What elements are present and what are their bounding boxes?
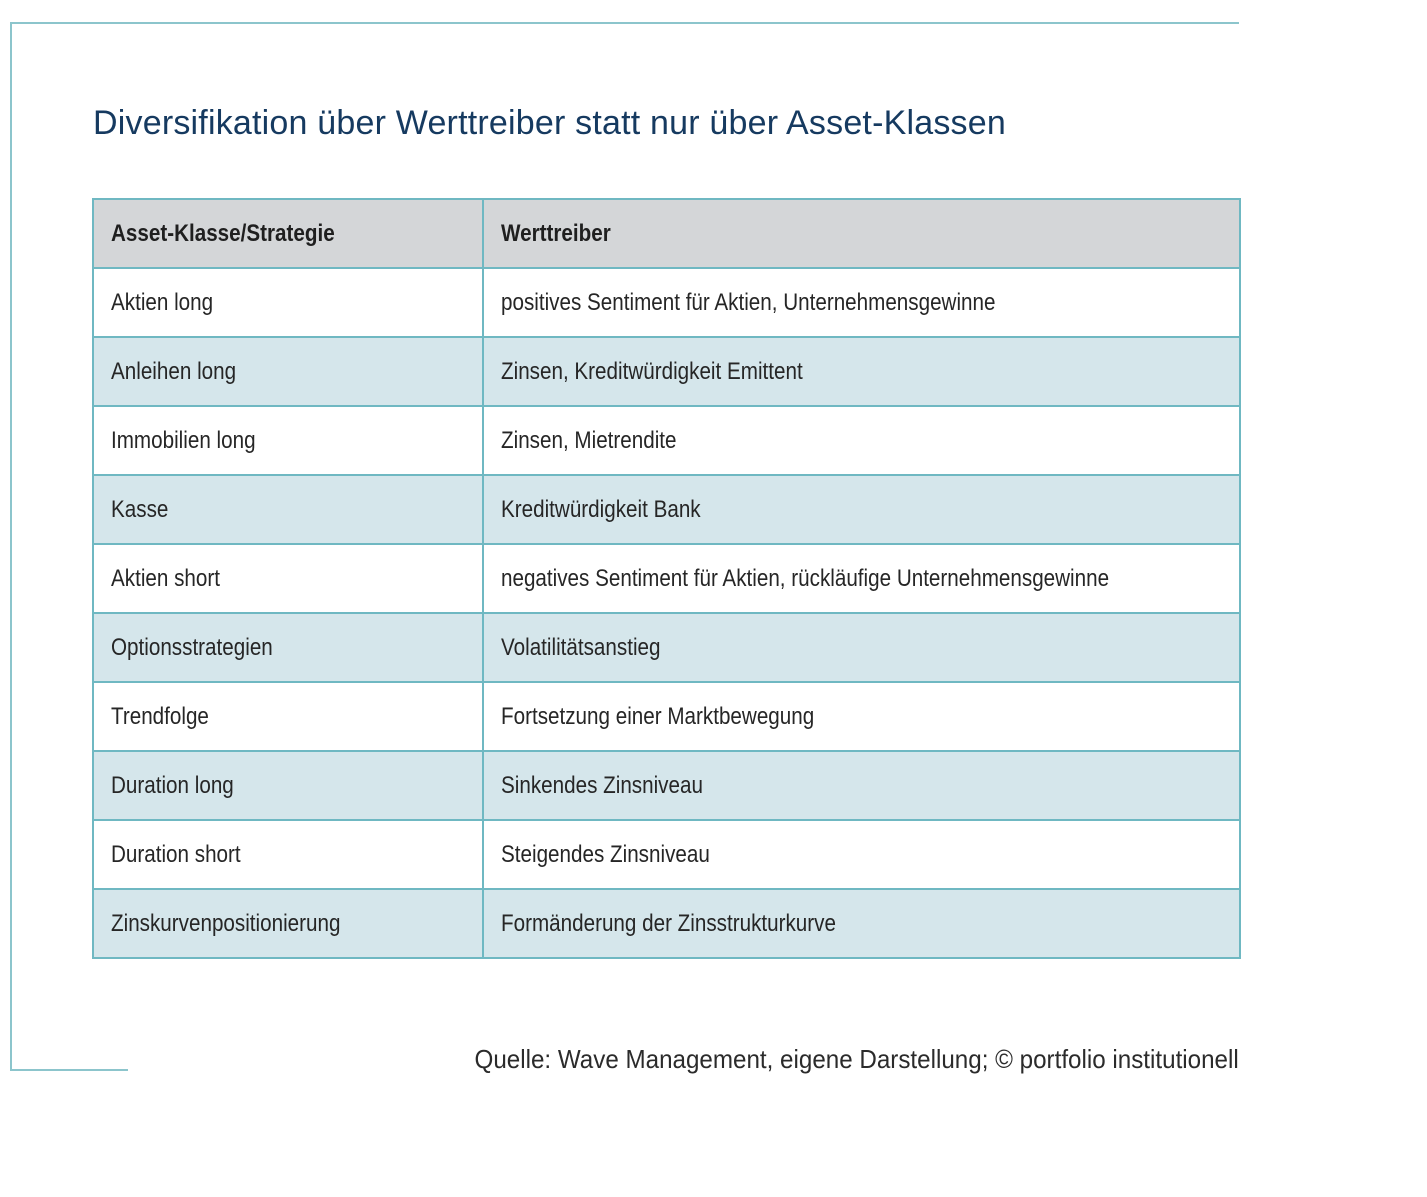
value-driver-cell: Sinkendes Zinsniveau bbox=[483, 751, 1240, 820]
asset-class-cell: Kasse bbox=[93, 475, 483, 544]
table-row bbox=[93, 544, 1240, 613]
value-driver-cell: Zinsen, Mietrendite bbox=[483, 406, 1240, 475]
asset-class-cell: Duration long bbox=[93, 751, 483, 820]
table-row bbox=[93, 475, 1240, 544]
value-driver-cell: Formänderung der Zinsstrukturkurve bbox=[483, 889, 1240, 958]
value-driver-cell: Kreditwürdigkeit Bank bbox=[483, 475, 1240, 544]
value-driver-cell: Volatilitätsanstieg bbox=[483, 613, 1240, 682]
value-drivers-table bbox=[92, 198, 1241, 959]
asset-class-cell: Trendfolge bbox=[93, 682, 483, 751]
asset-class-cell: Aktien long bbox=[93, 268, 483, 337]
column-header-value-driver: Werttreiber bbox=[483, 199, 1240, 268]
value-driver-cell: negatives Sentiment für Aktien, rückläufige Unternehmensgewinne bbox=[483, 544, 1240, 613]
value-driver-cell: Zinsen, Kreditwürdigkeit Emittent bbox=[483, 337, 1240, 406]
asset-class-cell: Duration short bbox=[93, 820, 483, 889]
value-driver-cell: positives Sentiment für Aktien, Unternehmensgewinne bbox=[483, 268, 1240, 337]
table-row bbox=[93, 682, 1240, 751]
frame-top-line bbox=[10, 22, 1239, 24]
asset-class-cell: Anleihen long bbox=[93, 337, 483, 406]
page-title: Diversifikation über Werttreiber statt nur über Asset-Klassen bbox=[93, 104, 1006, 142]
column-header-asset-class: Asset-Klasse/Strategie bbox=[93, 199, 483, 268]
table-row bbox=[93, 337, 1240, 406]
table-header-row bbox=[93, 199, 1240, 268]
table-row bbox=[93, 406, 1240, 475]
source-note: Quelle: Wave Management, eigene Darstellung; © portfolio institutionell bbox=[474, 1044, 1239, 1074]
asset-class-cell: Aktien short bbox=[93, 544, 483, 613]
value-driver-cell: Fortsetzung einer Marktbewegung bbox=[483, 682, 1240, 751]
table-row bbox=[93, 751, 1240, 820]
asset-class-cell: Immobilien long bbox=[93, 406, 483, 475]
asset-class-cell: Optionsstrategien bbox=[93, 613, 483, 682]
asset-class-cell: Zinskurvenpositionierung bbox=[93, 889, 483, 958]
table-row bbox=[93, 613, 1240, 682]
table-row bbox=[93, 268, 1240, 337]
table-row bbox=[93, 820, 1240, 889]
frame-bottom-line bbox=[10, 1069, 128, 1071]
frame-left-line bbox=[10, 22, 12, 1070]
value-driver-cell: Steigendes Zinsniveau bbox=[483, 820, 1240, 889]
table-row bbox=[93, 889, 1240, 958]
